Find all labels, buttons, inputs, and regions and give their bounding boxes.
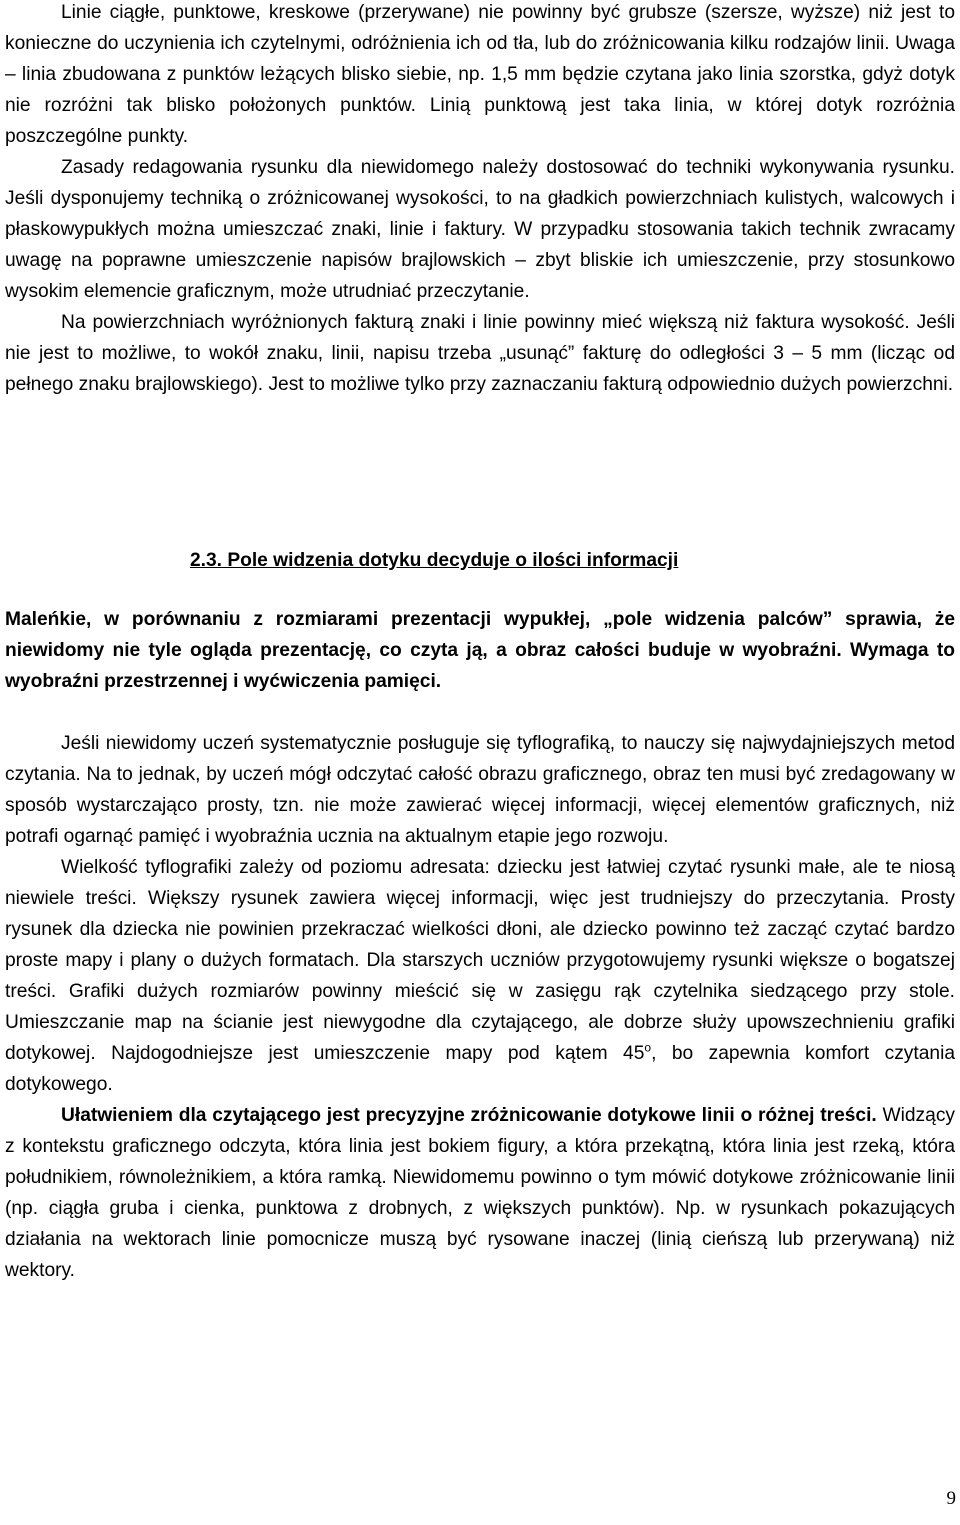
line-differentiation-text: Widzący z kontekstu graficznego odczyta, która linia jest bokiem figury, a która przekątną, która linia jest rzeką, która południkiem, równoleżnikiem, a która ramką. Niewidomemu powinno o tym mówić dotykowe zróżnicowanie linii (np. ciągła gruba i cienka, punktowa z drobnych, z większych punktów). Np. w rysunkach pokazujących działania na wektorach linie pomocnicze muszą być rysowane inaczej (linią cieńszą lub przerywaną) niż wektory.: [5, 1105, 956, 1281]
section-heading: 2.3. Pole widzenia dotyku decyduje o ilości informacji: [190, 550, 679, 571]
graphic-size-text: Wielkość tyflografiki zależy od poziomu adresata: dziecku jest łatwiej czytać rysunki małe, ale te niosą niewiele treści. Większy rysunek zawiera więcej informacji, więc jest trudniejszy do przeczytania. Prosty rysunek dla dziecka nie powinien przekraczać wielkości dłoni, ale dziecko powinno też zacząć czytać bardzo proste mapy i plany o dużych formatach. Dla starszych uczniów przygotowujemy rysunki większe o bogatszej treści. Grafiki dużych rozmiarów powinny mieścić się w zasięgu rąk czytelnika siedzącego przy stole. Umieszczanie map na ścianie jest niewygodne dla czytającego, ale dobrze służy upowszechnieniu grafiki dotykowej. Najdogodniejsze jest umieszczenie mapy pod kątem 45: [5, 857, 955, 1064]
page-number: 9: [946, 1488, 956, 1509]
graphic-size-tail: , bo zapewnia komfort czytania dotykowego.: [5, 1043, 955, 1095]
degree-superscript: o: [644, 1040, 652, 1055]
paragraph-reading-methods: Jeśli niewidomy uczeń systematycznie posługuje się tyflografiką, to nauczy się najwydajniejszych metod czytania. Na to jednak, by uczeń mógł odczytać całość obrazu graficznego, obraz ten musi być zredagowany w sposób wystarczająco prosty, tzn. nie może zawierać więcej informacji, więcej elementów graficznych, niż potrafi ogarnąć pamięć i wyobraźnia ucznia na aktualnym etapie jego rozwoju.: [5, 733, 955, 847]
paragraph-drawing-rules: Zasady redagowania rysunku dla niewidomego należy dostosować do techniki wykonywania rysunku. Jeśli dysponujemy techniką o zróżnicowanej wysokości, to na gładkich powierzchniach kulistych, walcowych i płaskowypukłych można umieszczać znaki, linie i faktury. W przypadku stosowania takich technik zwracamy uwagę na poprawne umieszczenie napisów brajlowskich – zbyt bliskie ich umieszczenie, przy stosunkowo wysokim elemencie graficznym, może utrudniać przeczytanie.: [5, 157, 955, 302]
section-lead-paragraph: Maleńkie, w porównaniu z rozmiarami prezentacji wypukłej, „pole widzenia palców” sprawia, że niewidomy nie tyle ogląda prezentację, co czyta ją, a obraz całości buduje w wyobraźni. Wymaga to wyobraźni przestrzennej i wyćwiczenia pamięci.: [5, 609, 955, 692]
paragraph-texture-height: Na powierzchniach wyróżnionych fakturą znaki i linie powinny mieć większą niż faktura wysokość. Jeśli nie jest to możliwe, to wokół znaku, linii, napisu trzeba „usunąć” fakturę do odległości 3 – 5 mm (licząc od pełnego znaku brajlowskiego). Jest to możliwe tylko przy zaznaczaniu fakturą odpowiednio dużych powierzchni.: [5, 312, 955, 395]
paragraph-line-differentiation: [5, 1100, 955, 1286]
paragraph-graphic-size: [5, 852, 955, 1100]
section-lead-block: [5, 604, 955, 697]
top-text-block: [5, 0, 955, 400]
paragraph-lines-thickness: Linie ciągłe, punktowe, kreskowe (przerywane) nie powinny być grubsze (szersze, wyższe) niż jest to konieczne do uczynienia ich czytelnymi, odróżnienia ich od tła, lub do zróżnicowania kilku rodzajów linii. Uwaga – linia zbudowana z punktów leżących blisko siebie, np. 1,5 mm będzie czytana jako linia szorstka, gdyż dotyk nie rozróżni tak blisko położonych punktów. Linią punktową jest taka linia, w której dotyk rozróżnia poszczególne punkty.: [5, 2, 955, 147]
line-differentiation-bold: Ułatwieniem dla czytającego jest precyzyjne zróżnicowanie dotykowe linii o różnej treści.: [61, 1105, 877, 1126]
body-text-block: [5, 728, 955, 1286]
